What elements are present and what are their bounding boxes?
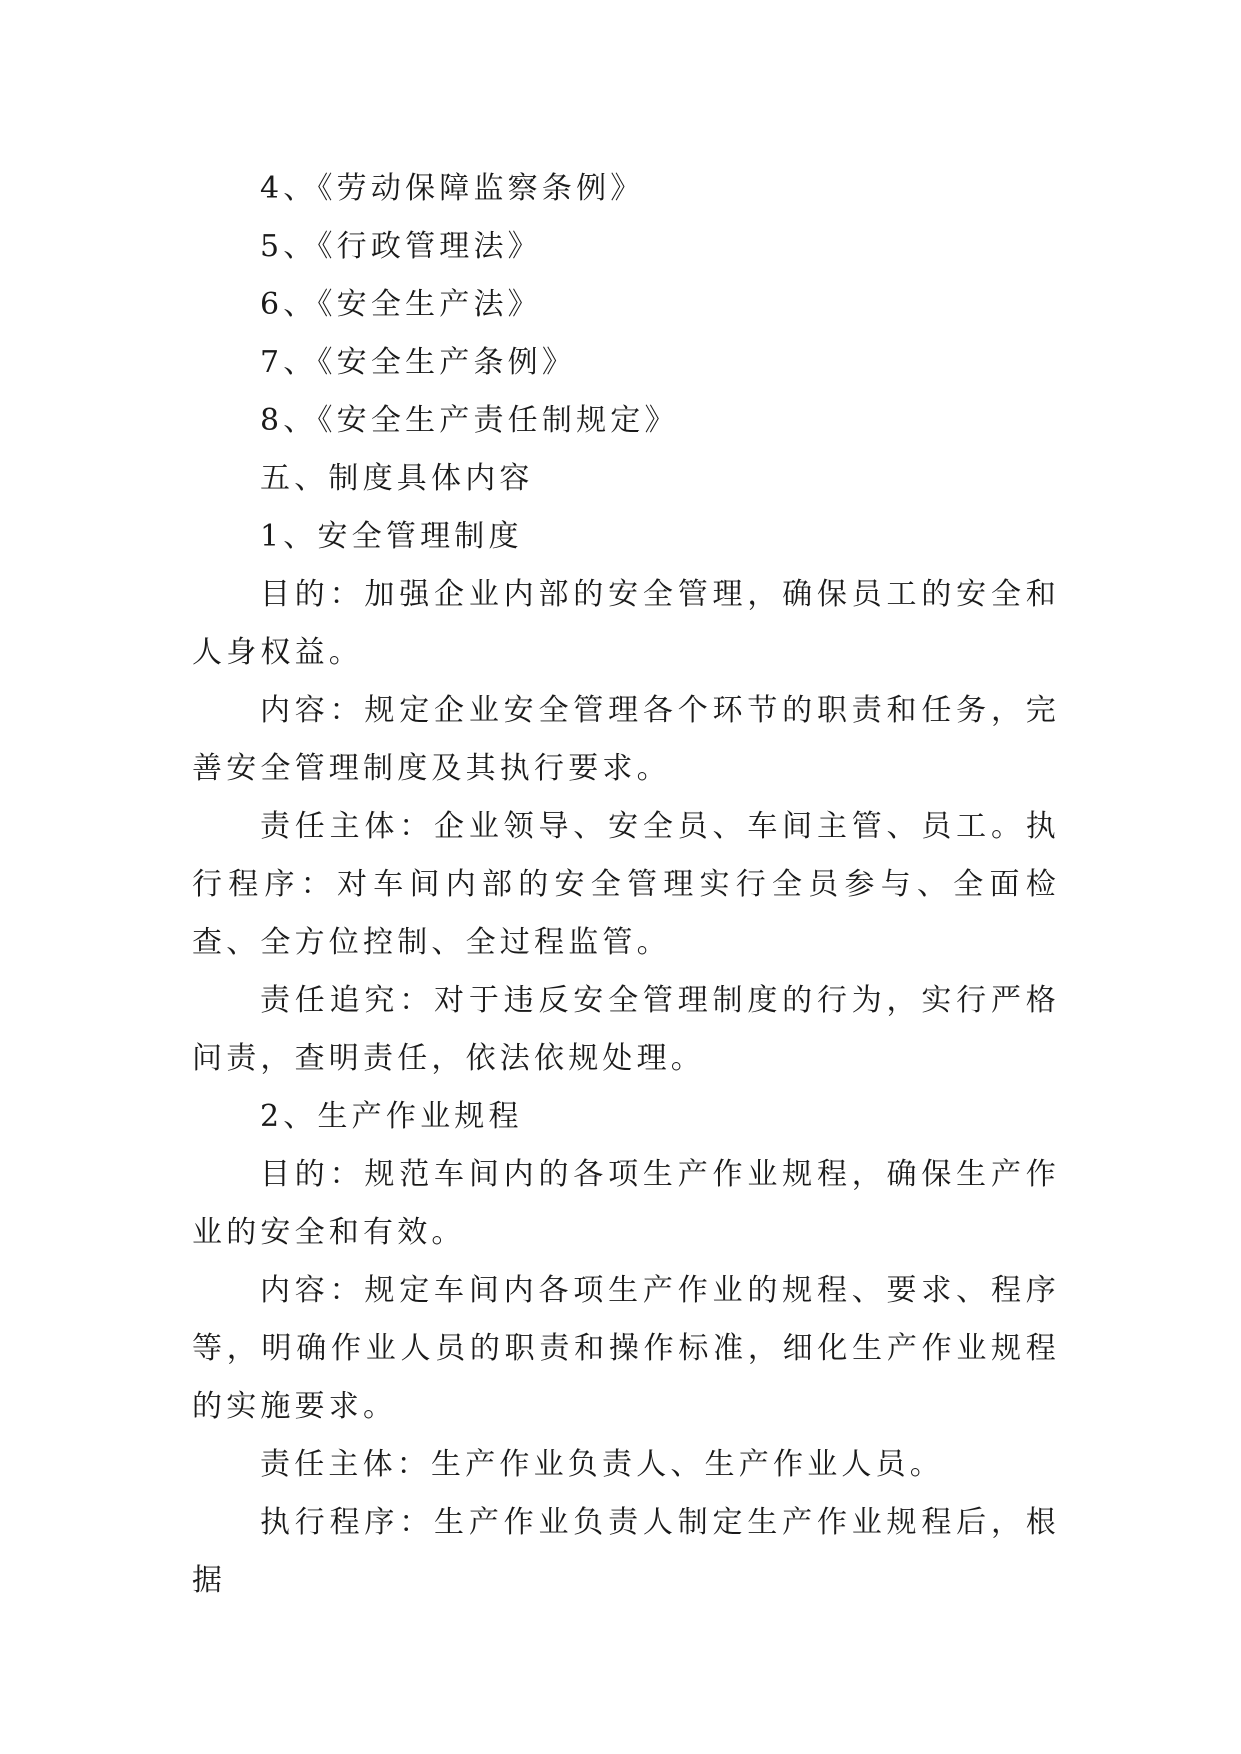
subsection-heading-1: 1、安全管理制度 — [260, 519, 523, 554]
paragraph-procedure-2: 执行程序：生产作业负责人制定生产作业规程后，根据 — [192, 1505, 1060, 1598]
paragraph-purpose-2: 目的：规范车间内的各项生产作业规程，确保生产作业的安全和有效。 — [192, 1157, 1060, 1250]
law-item-7: 7、《安全生产条例》 — [260, 345, 577, 380]
subsection-heading-2: 2、生产作业规程 — [260, 1099, 523, 1134]
law-item-8: 8、《安全生产责任制规定》 — [260, 403, 679, 438]
paragraph-accountability-1: 责任追究：对于违反安全管理制度的行为，实行严格问责，查明责任，依法依规处理。 — [192, 983, 1060, 1076]
law-item-5: 5、《行政管理法》 — [260, 229, 542, 264]
paragraph-content-1: 内容：规定企业安全管理各个环节的职责和任务，完善安全管理制度及其执行要求。 — [192, 693, 1060, 786]
paragraph-responsibility-2: 责任主体：生产作业负责人、生产作业人员。 — [260, 1447, 944, 1482]
paragraph-responsibility-1: 责任主体：企业领导、安全员、车间主管、员工。执行程序：对车间内部的安全管理实行全员参与、全面检查、全方位控制、全过程监管。 — [192, 809, 1060, 960]
law-item-6: 6、《安全生产法》 — [260, 287, 542, 322]
paragraph-content-2: 内容：规定车间内各项生产作业的规程、要求、程序等，明确作业人员的职责和操作标准，细化生产作业规程的实施要求。 — [192, 1273, 1060, 1424]
law-item-4: 4、《劳动保障监察条例》 — [260, 171, 645, 206]
document-body — [192, 160, 1060, 1610]
paragraph-purpose-1: 目的：加强企业内部的安全管理，确保员工的安全和人身权益。 — [192, 577, 1060, 670]
section-heading-5: 五、制度具体内容 — [260, 461, 534, 496]
